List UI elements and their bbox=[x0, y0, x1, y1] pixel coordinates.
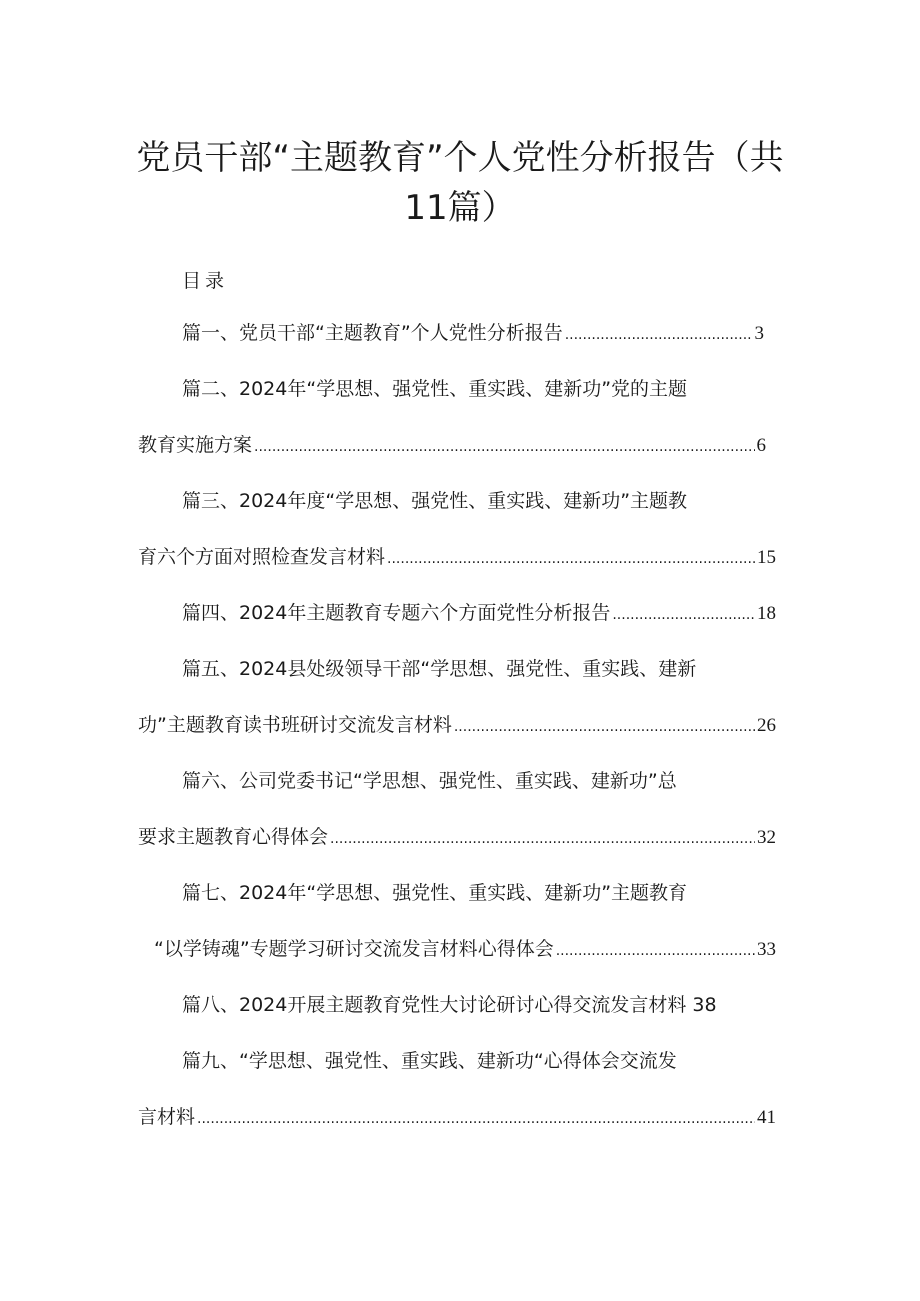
toc-entry-title-continued: 言材料 bbox=[138, 1106, 196, 1128]
toc-entry-title-continued: 要求主题教育心得体会 bbox=[138, 826, 329, 848]
toc-entry-1[interactable] bbox=[182, 320, 764, 348]
toc-entry-title-continued: 教育实施方案 bbox=[138, 434, 253, 456]
toc-entry-7-line-2[interactable] bbox=[154, 936, 776, 964]
dot-leader bbox=[197, 1106, 755, 1132]
toc-entry-4[interactable] bbox=[182, 600, 776, 628]
toc-entry-title-continued: “以学铸魂”专题学习研讨交流发言材料心得体会 bbox=[154, 938, 554, 960]
toc-entry-8[interactable] bbox=[182, 992, 717, 1018]
toc-entry-title: 篇六、公司党委书记“学思想、强党性、重实践、建新功”总 bbox=[182, 770, 677, 792]
toc-entry-title: 篇三、2024年度“学思想、强党性、重实践、建新功”主题教 bbox=[182, 490, 688, 512]
toc-entry-9-line-1[interactable] bbox=[182, 1048, 677, 1074]
toc-entry-page: 26 bbox=[757, 715, 776, 736]
toc-entry-title: 篇八、2024开展主题教育党性大讨论研讨心得交流发言材料 38 bbox=[182, 994, 717, 1016]
document-title-line-1: 党员干部“主题教育”个人党性分析报告（共 bbox=[136, 138, 784, 178]
dot-leader bbox=[387, 546, 755, 572]
toc-entry-3-line-2[interactable] bbox=[138, 544, 776, 572]
document-title-line-2: 11篇） bbox=[404, 188, 516, 228]
toc-entry-6-line-2[interactable] bbox=[138, 824, 776, 852]
toc-entry-page: 41 bbox=[757, 1107, 776, 1128]
toc-entry-title: 篇四、2024年主题教育专题六个方面党性分析报告 bbox=[182, 602, 611, 624]
toc-entry-page: 15 bbox=[757, 547, 776, 568]
toc-entry-title: 篇二、2024年“学思想、强党性、重实践、建新功”党的主题 bbox=[182, 378, 688, 400]
toc-entry-title: 篇七、2024年“学思想、强党性、重实践、建新功”主题教育 bbox=[182, 882, 688, 904]
toc-entry-7-line-1[interactable] bbox=[182, 880, 687, 906]
dot-leader bbox=[556, 938, 755, 964]
toc-entry-title-continued: 功”主题教育读书班研讨交流发言材料 bbox=[138, 714, 452, 736]
toc-heading: 目录 bbox=[182, 270, 229, 292]
toc-entry-2-line-1[interactable] bbox=[182, 376, 687, 402]
dot-leader bbox=[454, 714, 755, 740]
toc-entry-title: 篇九、“学思想、强党性、重实践、建新功“心得体会交流发 bbox=[182, 1050, 677, 1072]
toc-entry-title-continued: 育六个方面对照检查发言材料 bbox=[138, 546, 386, 568]
toc-entry-page: 32 bbox=[757, 827, 776, 848]
toc-entry-5-line-1[interactable] bbox=[182, 656, 696, 682]
toc-entry-3-line-1[interactable] bbox=[182, 488, 687, 514]
toc-entry-6-line-1[interactable] bbox=[182, 768, 677, 794]
toc-entry-5-line-2[interactable] bbox=[138, 712, 776, 740]
dot-leader bbox=[330, 826, 755, 852]
toc-entry-page: 33 bbox=[757, 939, 776, 960]
toc-entry-page: 6 bbox=[756, 435, 766, 456]
toc-entry-title: 篇一、党员干部“主题教育”个人党性分析报告 bbox=[182, 322, 563, 344]
dot-leader bbox=[612, 602, 755, 628]
dot-leader bbox=[565, 322, 753, 348]
dot-leader bbox=[254, 434, 754, 460]
toc-entry-title: 篇五、2024县处级领导干部“学思想、强党性、重实践、建新 bbox=[182, 658, 697, 680]
toc-entry-page: 18 bbox=[757, 603, 776, 624]
toc-entry-9-line-2[interactable] bbox=[138, 1104, 776, 1132]
toc-entry-2-line-2[interactable] bbox=[138, 432, 766, 460]
toc-entry-page: 3 bbox=[754, 323, 764, 344]
